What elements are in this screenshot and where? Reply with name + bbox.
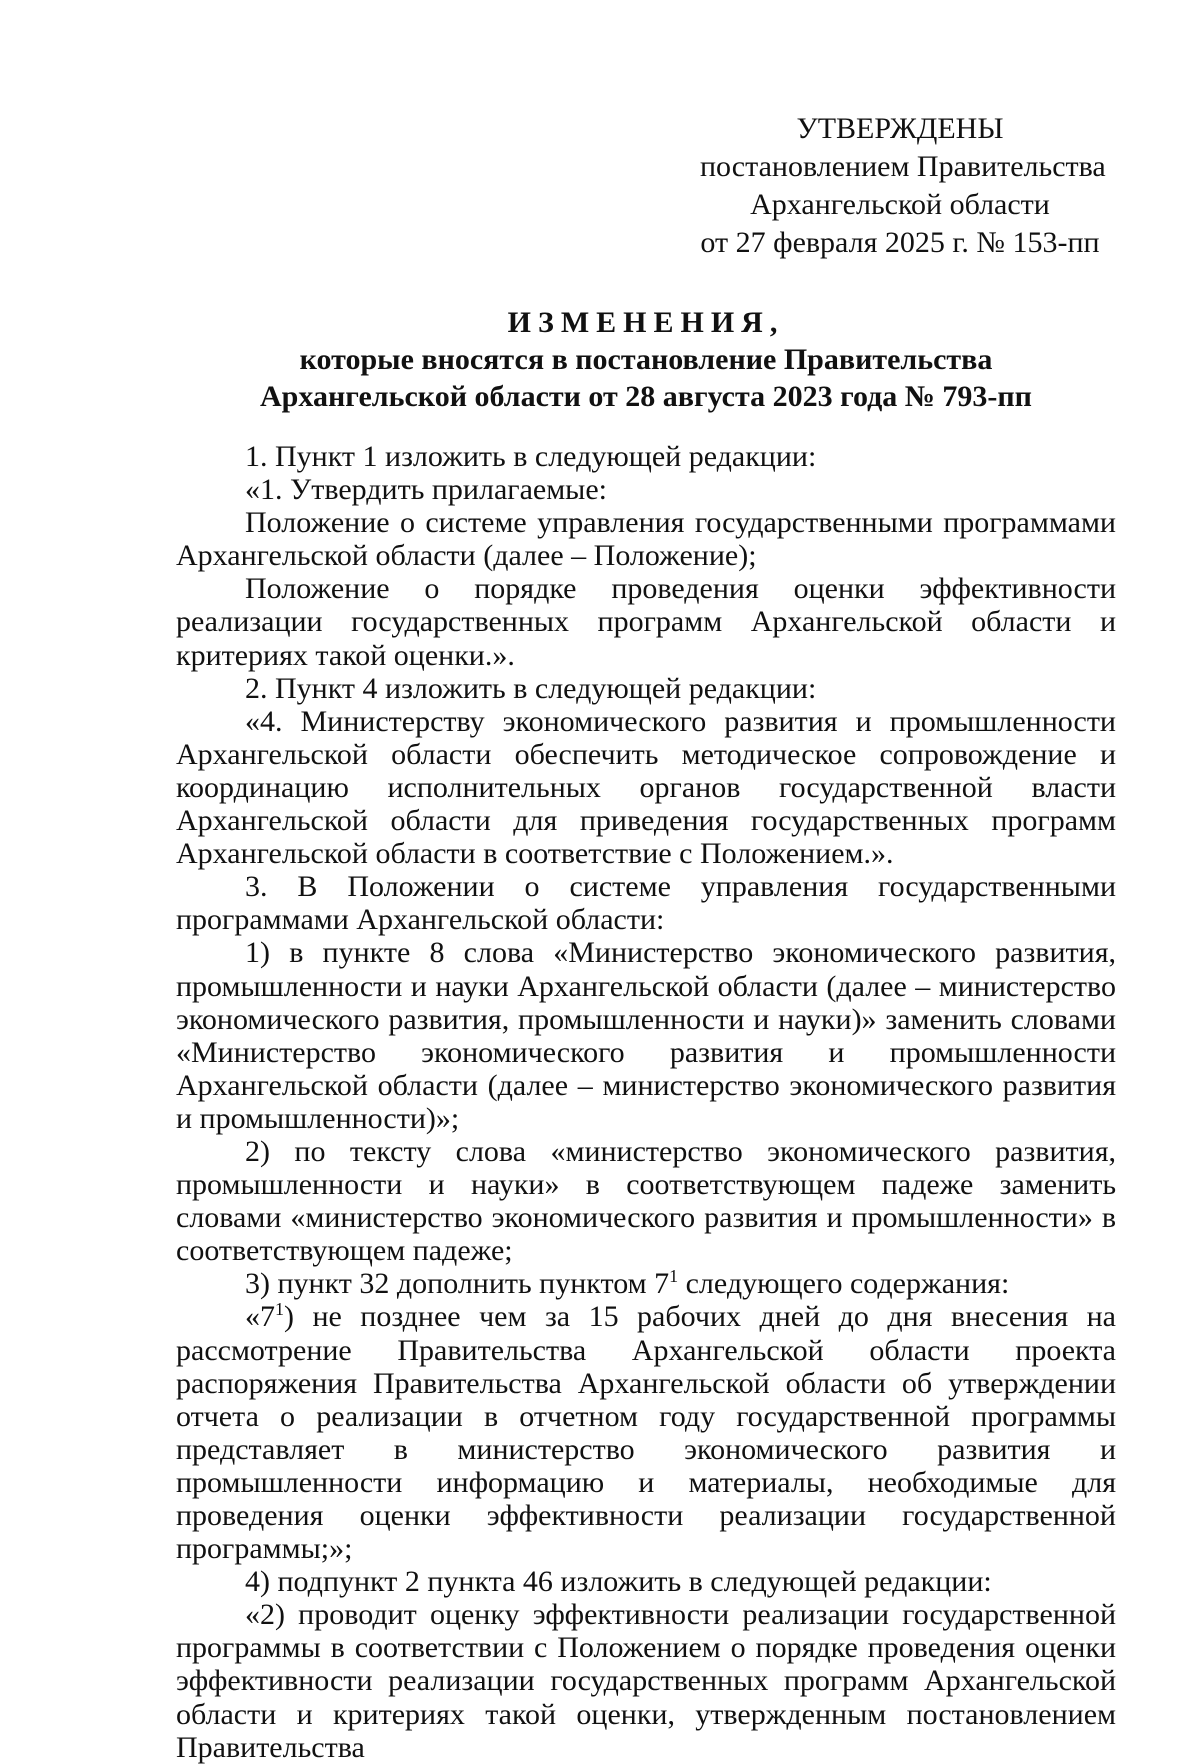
document-title [176, 304, 1116, 415]
paragraph-10-text-b: следующего содержания: [678, 1267, 1010, 1301]
paragraph-11-text-a: «7 [245, 1300, 275, 1334]
paragraph-12: 4) подпункт 2 пункта 46 изложить в следующей редакции: [245, 1565, 992, 1599]
approval-heading: УТВЕРЖДЕНЫ [796, 112, 1004, 145]
approval-line-1: постановлением Правительства [700, 150, 1106, 183]
paragraph-11-text-b: ) не позднее чем за 15 рабочих дней до дня внесения на рассмотрение Правительства Архангельской области проекта распоряжения Правительства Архангельской области об утверждении отчета о реализации в отчетном году государственной программы представляет в министерство экономического развития и промышленности информацию и материалы, необходимые для проведения оценки эффективности реализации государственной программы;»; [176, 1300, 1116, 1566]
paragraph-10-text-a: 3) пункт 32 дополнить пунктом 7 [245, 1267, 670, 1301]
paragraph-5: 2. Пункт 4 изложить в следующей редакции: [245, 671, 817, 705]
paragraph-11 [176, 1300, 1116, 1565]
paragraph-10 [176, 1267, 1116, 1300]
title-subline-2: Архангельской области от 28 августа 2023 года № 793-пп [260, 380, 1032, 413]
paragraph-3: Положение о системе управления государственными программами Архангельской области (далее – Положение); [176, 506, 1116, 573]
paragraph-10-superscript: 1 [669, 1266, 679, 1287]
paragraph-7: 3. В Положении о системе управления государственными программами Архангельской области: [176, 870, 1116, 937]
approval-stamp [700, 110, 1106, 262]
title-heading: ИЗМЕНЕНИЯ, [507, 306, 785, 339]
paragraph-1: 1. Пункт 1 изложить в следующей редакции: [245, 440, 817, 473]
paragraph-9: 2) по тексту слова «министерство экономического развития, промышленности и науки» в соответствующем падеже заменить словами «министерство экономического развития и промышленности» в соответствующем падеже; [176, 1134, 1116, 1268]
paragraph-11-superscript: 1 [275, 1299, 284, 1320]
paragraph-6: «4. Министерству экономического развития и промышленности Архангельской области обеспечить методическое сопровождение и координацию исполнительных органов государственной власти Архангельской области для приведения государственных программ Архангельской области в соответствие с Положением.». [176, 704, 1116, 871]
paragraph-8: 1) в пункте 8 слова «Министерство экономического развития, промышленности и науки Архангельской области (далее – министерство экономического развития, промышленности и науки)» заменить словами «Министерство экономического развития и промышленности Архангельской области (далее – министерство экономического развития и промышленности)»; [176, 936, 1116, 1135]
approval-line-2: Архангельской области [750, 188, 1050, 221]
paragraph-13: «2) проводит оценку эффективности реализации государственной программы в соответствии с Положением о порядке проведения оценки эффективности реализации государственных программ Архангельской области и критериях такой оценки, утвержденным постановлением Правительства [176, 1598, 1116, 1764]
approval-line-3: от 27 февраля 2025 г. № 153-пп [700, 226, 1100, 259]
title-subline-1: которые вносятся в постановление Правительства [299, 343, 993, 376]
document-body [176, 440, 1116, 1764]
paragraph-2: «1. Утвердить прилагаемые: [245, 473, 607, 507]
paragraph-4: Положение о порядке проведения оценки эффективности реализации государственных программ Архангельской области и критериях такой оценки.». [176, 572, 1116, 672]
